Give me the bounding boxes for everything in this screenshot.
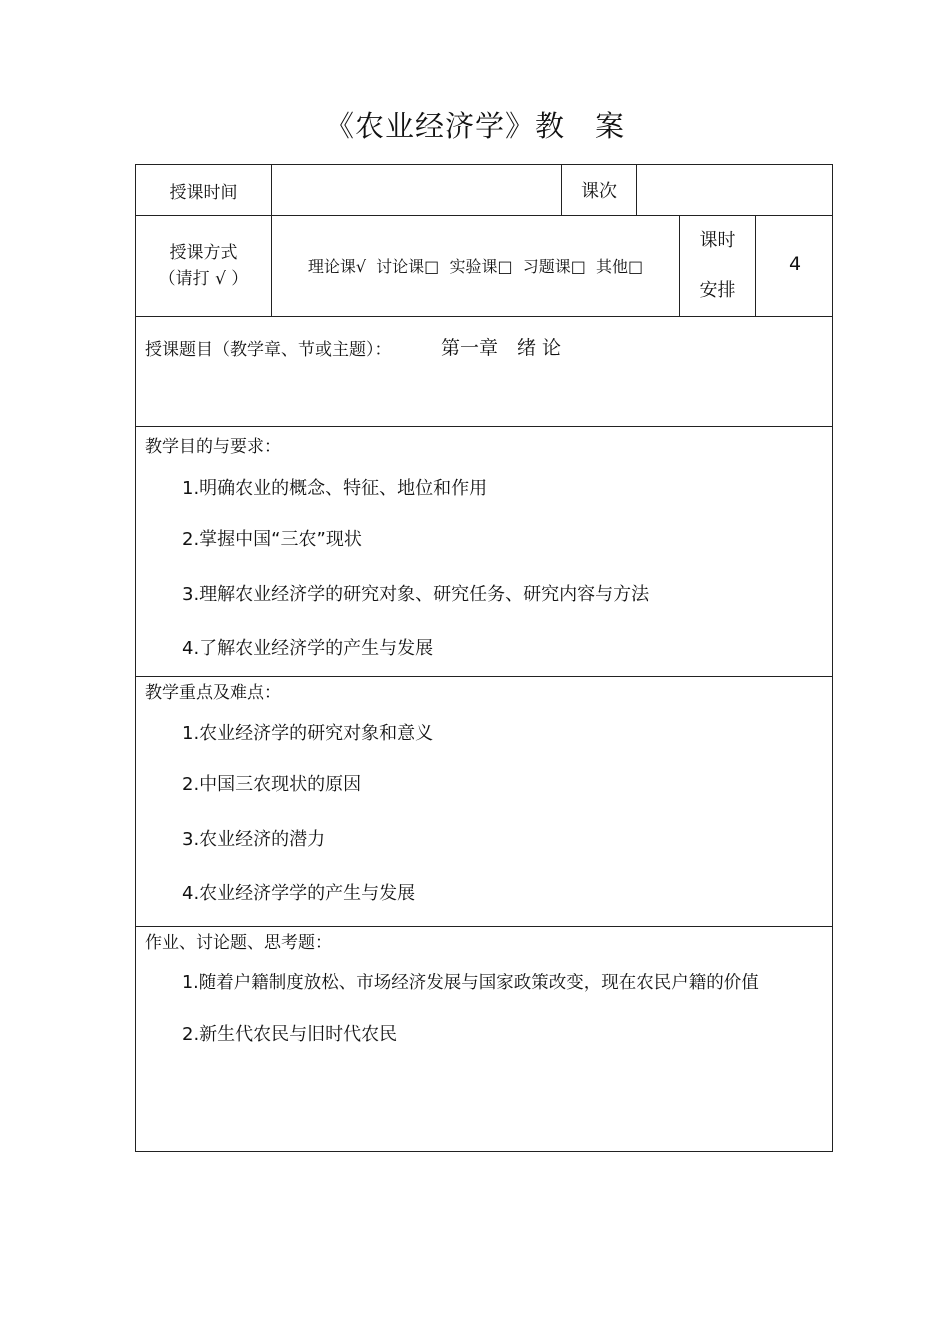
session-label: 课次: [581, 181, 617, 202]
key-point-item: 4.农业经济学学的产生与发展: [182, 883, 416, 904]
key-points-section: [136, 676, 834, 926]
key-point-item: 3.农业经济的潜力: [182, 829, 326, 850]
homework-section: [136, 926, 834, 1151]
topic-section: [136, 316, 834, 426]
objective-item: 3.理解农业经济学的研究对象、研究任务、研究内容与方法: [182, 584, 650, 605]
objective-item: 1.明确农业的概念、特征、地位和作用: [182, 478, 488, 499]
key-points-label: 教学重点及难点：: [145, 683, 281, 703]
class-time-label: 授课时间: [169, 182, 238, 203]
topic-label: 授课题目（教学章、节或主题）：: [145, 340, 392, 360]
homework-item: 2.新生代农民与旧时代农民: [182, 1024, 398, 1045]
hours-value: 4: [788, 253, 802, 275]
teaching-method-label: 授课方式: [169, 242, 238, 263]
objectives-label: 教学目的与要求：: [145, 437, 281, 457]
homework-item: 1.随着户籍制度放松、市场经济发展与国家政策改变，现在农民户籍的价值: [182, 973, 759, 993]
key-point-item: 2.中国三农现状的原因: [182, 774, 362, 795]
key-point-item: 1.农业经济学的研究对象和意义: [182, 723, 434, 744]
objectives-section: [136, 426, 834, 676]
teaching-method-options[interactable]: 理论课√ 讨论课□ 实验课□ 习题课□ 其他□: [307, 257, 644, 276]
teaching-method-label-cell: [136, 215, 271, 316]
hours-label-line1: 课时: [699, 229, 736, 251]
document-title: 《农业经济学》教 案: [324, 109, 625, 143]
session-field[interactable]: [637, 165, 834, 215]
topic-value: 第一章 绪 论: [441, 337, 562, 359]
objective-item: 4.了解农业经济学的产生与发展: [182, 638, 434, 659]
hours-label-line2: 安排: [699, 279, 736, 301]
lesson-plan-table: [135, 164, 833, 1152]
hours-label-cell: [680, 215, 755, 316]
teaching-method-hint: （请打 √ ）: [158, 268, 249, 289]
objective-item: 2.掌握中国“三农”现状: [182, 529, 362, 550]
homework-label: 作业、讨论题、思考题：: [145, 933, 332, 953]
class-time-field[interactable]: [272, 165, 561, 215]
